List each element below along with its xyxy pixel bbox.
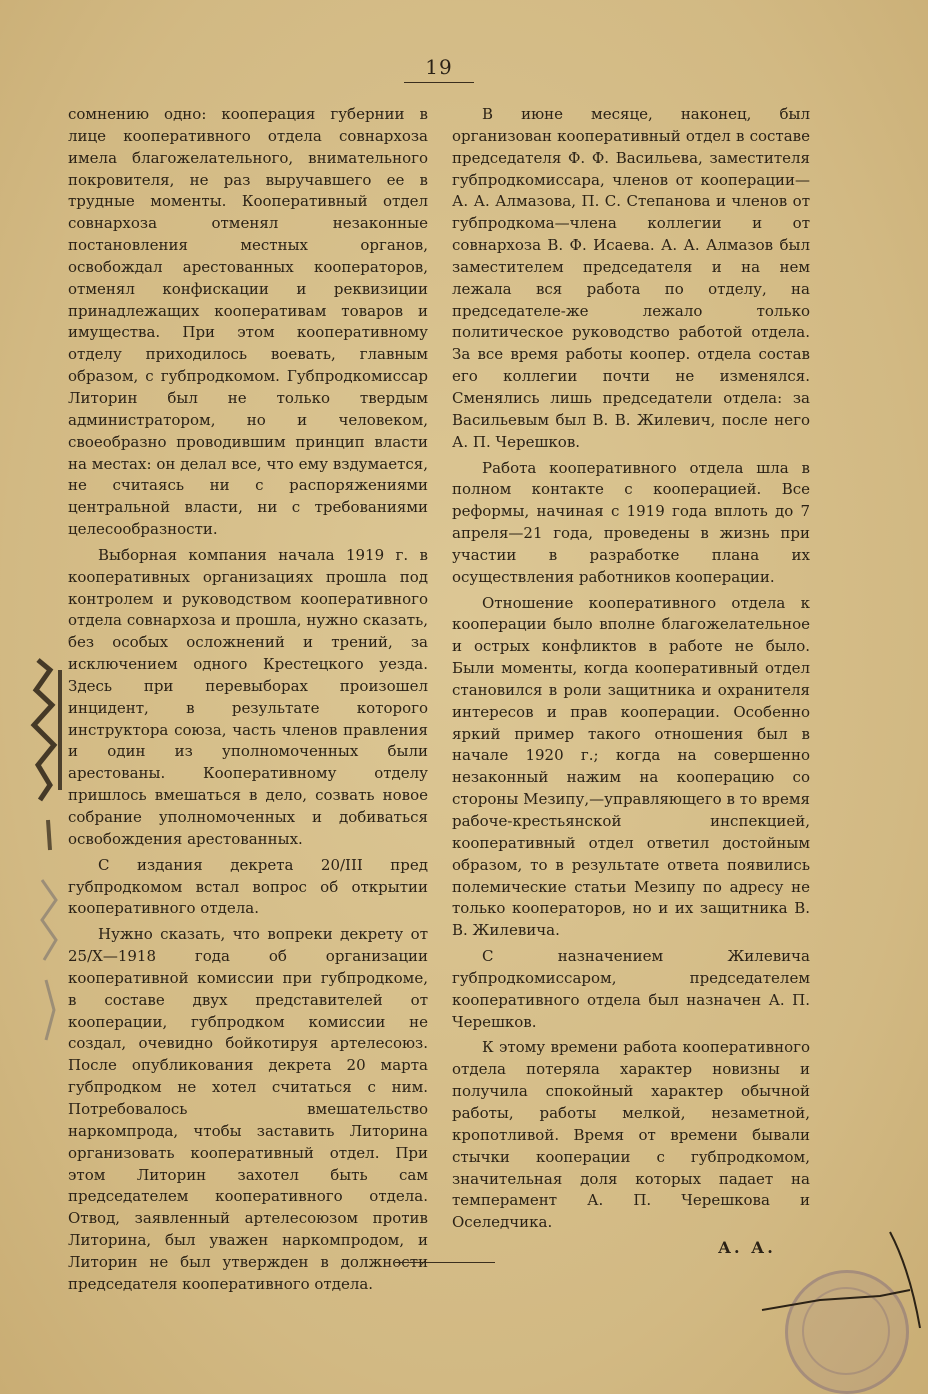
pen-stroke-mark — [760, 1230, 928, 1330]
end-rule — [395, 1262, 495, 1263]
paragraph: Выборная компания начала 1919 г. в кооперативных организациях прошла под контролем и руководством кооперативного отдела совнархоза и прошла, нужно сказать, без особых осложнений и трений, за исключением одного Крестецкого уезда. Здесь при перевыборах произошел инцидент, в результате которого инструктора союза, часть членов правления и один из уполномоченных были арестованы. Кооперативному отделу пришлось вмешаться в дело, созвать новое собрание уполномоченных и добиваться освобождения арестованных. — [68, 545, 428, 848]
paragraph: Отношение кооперативного отдела к кооперации было вполне благожелательное и острых конфликтов в работе не было. Были моменты, когда кооперативный отдел становился в роли защитника и охранителя интересов и прав кооперации. Особенно яркий пример такого отношения был в начале 1920 г.; когда на совершенно незаконный нажим на кооперацию со стороны Мезипу,—управляющего в то время рабоче-крестьянской инспекцией, кооперативный отдел ответил достойным образом, то в результате ответа появились полемические статьи Мезипу по адресу не только кооператоров, но и их защитника В. В. Жилевича. — [452, 593, 810, 940]
paragraph: Работа кооперативного отдела шла в полном контакте с кооперацией. Все реформы, начиная с 1919 года вплоть до 7 апреля—21 года, проведены в жизнь при участии в разработке плана их осуществления работников кооперации. — [452, 458, 810, 586]
left-column — [68, 104, 428, 1296]
page-number: 19 — [404, 55, 474, 83]
author-signature: А. А. — [718, 1238, 776, 1257]
margin-handwriting — [20, 650, 70, 1060]
right-column — [452, 104, 810, 1234]
paragraph: сомнению одно: кооперация губернии в лице кооперативного отдела совнархоза имела благожелательного, внимательного покровителя, не раз выручавшего ее в трудные моменты. Кооперативный отдел совнархоза отменял незаконные постановления местных органов, освобождал арестованных кооператоров, отменял конфискации и реквизиции принадлежащих кооперативам товаров и имущества. При этом кооперативному отделу приходилось воевать, главным образом, с губпродкомом. Губпродкомиссар Литорин был не только твердым администратором, но и человеком, своеобразно проводившим принцип власти на местах: он делал все, что ему вздумается, не считаясь ни с распоряжениями центральной власти, ни с требованиями целесообразности. — [68, 105, 428, 539]
paragraph: К этому времени работа кооперативного отдела потеряла характер новизны и получила спокойный характер обычной работы, работы мелкой, незаметной, кропотливой. Время от времени бывали стычки кооперации с губпродкомом, значительная доля которых падает на темперамент А. П. Черешкова и Оселедчика. — [452, 1038, 810, 1232]
paragraph: С назначением Жилевича губпродкомиссаром, председателем кооперативного отдела был назначен А. П. Черешков. — [452, 947, 810, 1031]
paragraph: Нужно сказать, что вопреки декрету от 25/X—1918 года об организации кооперативной комиссии при губпродкоме, в составе двух представителей от кооперации, губпродком комиссии не создал, очевидно бойкотируя артелесоюз. После опубликования декрета 20 марта губпродком не хотел считаться с ним. Потребовалось вмешательство наркомпрода, чтобы заставить Литорина организовать кооперативный отдел. При этом Литорин захотел быть сам председателем кооперативного отдела. Отвод, заявленный артелесоюзом против Литорина, был уважен наркомпродом, и Литорин не был утвержден в должности председателя кооперативного отдела. — [68, 925, 428, 1293]
paragraph: С издания декрета 20/III пред губпродкомом встал вопрос об открытии кооперативного отдела. — [68, 855, 428, 918]
paragraph: В июне месяце, наконец, был организован кооперативный отдел в составе председателя Ф. Ф. Васильева, заместителя губпродкомиссара, членов от кооперации—А. А. Алмазова, П. С. Степанова и членов от губпродкома—члена коллегии и от совнархоза В. Ф. Исаева. А. А. Алмазов был заместителем председателя и на нем лежала вся работа по отделу, на председателе-же лежало только политическое руководство работой отдела. За все время работы коопер. отдела состав его коллегии почти не изменялся. Сменялись лишь председатели отдела: за Васильевым был В. В. Жилевич, после него А. П. Черешков. — [452, 105, 810, 451]
